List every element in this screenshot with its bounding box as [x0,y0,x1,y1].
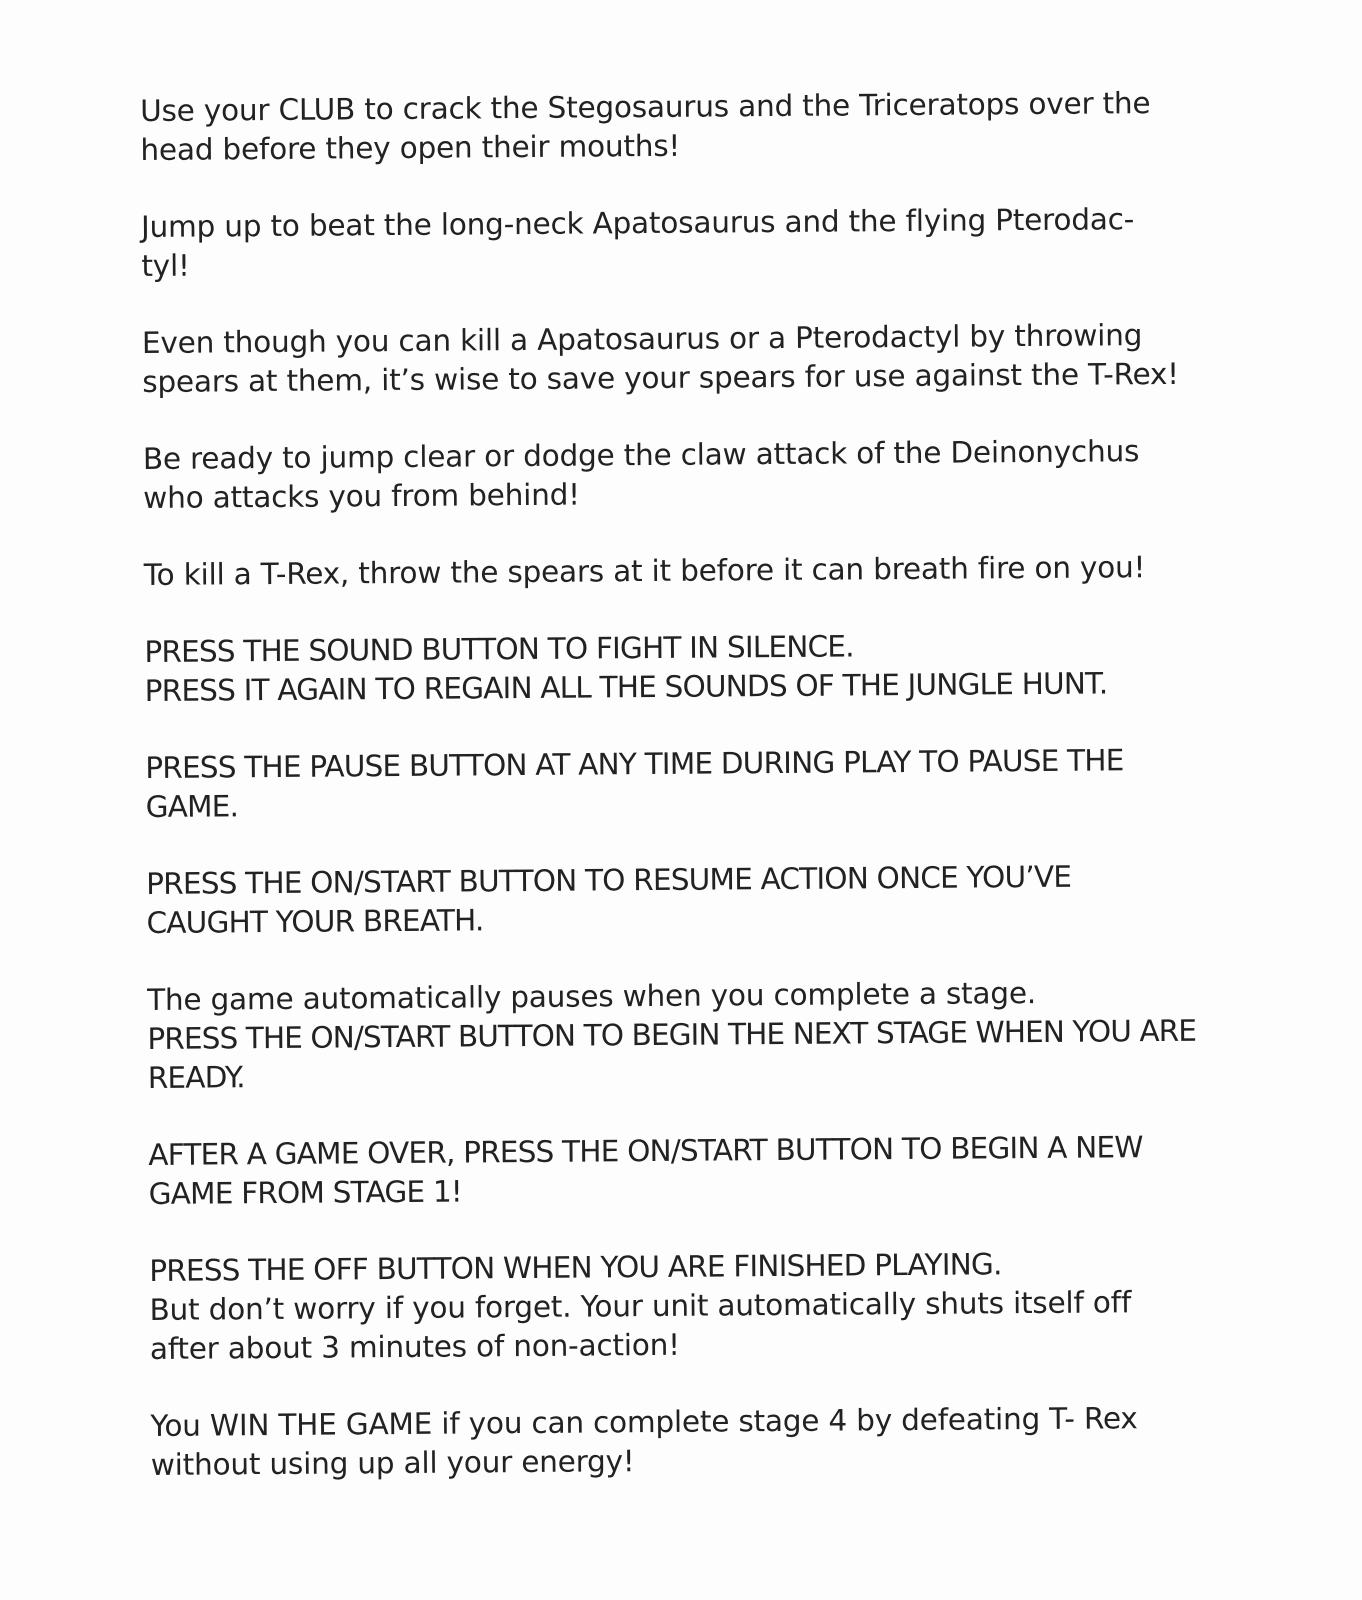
instructions-text [140,83,1261,1523]
text-line: PRESS THE ON/START BUTTON TO RESUME ACTION ONCE YOU’VE [146,859,1072,901]
text-line: Even though you can kill a Apatosaurus or a Pterodactyl by throwing [141,318,1143,360]
text-line: PRESS THE ON/START BUTTON TO BEGIN THE NEXT STAGE WHEN YOU ARE [147,1013,1197,1056]
text-line: Jump up to beat the long-neck Apatosaurus and the flying Pterodac- [140,202,1135,244]
text-line: PRESS THE OFF BUTTON WHEN YOU ARE FINISHED PLAYING. [149,1247,1002,1288]
paragraph-win [150,1398,1261,1485]
text-line: without using up all your energy! [150,1444,635,1482]
paragraph-club [140,83,1251,170]
text-line: head before they open their mouths! [140,128,681,167]
text-line: AFTER A GAME OVER, PRESS THE ON/START BUTTON TO BEGIN A NEW [148,1130,1143,1172]
text-line: spears at them, it’s wise to save your spears for use against the T-Rex! [142,356,1180,399]
text-line: PRESS THE PAUSE BUTTON AT ANY TIME DURING PLAY TO PAUSE THE [145,743,1124,785]
text-line: CAUGHT YOUR BREATH. [146,903,484,940]
paragraph-trex [144,547,1254,595]
paragraph-off-button [149,1243,1260,1369]
text-line: To kill a T-Rex, throw the spears at it before it can breath fire on you! [143,550,1146,592]
paragraph-jump [141,199,1252,286]
text-line: GAME. [145,789,239,824]
text-line: The game automatically pauses when you complete a stage. [146,975,1037,1017]
paragraph-deinonychus [143,431,1254,518]
text-line: GAME FROM STAGE 1! [148,1174,462,1211]
paragraph-game-over [148,1127,1259,1214]
paragraph-spears [142,315,1253,402]
text-line: after about 3 minutes of non-action! [149,1327,680,1366]
paragraph-pause-button [145,740,1256,827]
paragraph-sound-button [144,624,1255,711]
text-line: READY. [147,1060,245,1095]
text-line: tyl! [141,248,190,283]
text-line: You WIN THE GAME if you can complete stage 4 by defeating T- Rex [150,1401,1138,1443]
text-line: Be ready to jump clear or dodge the claw attack of the Deinonychus [142,434,1140,476]
paragraph-resume [146,856,1257,943]
paragraph-stage-complete [147,972,1258,1098]
text-line: PRESS IT AGAIN TO REGAIN ALL THE SOUNDS OF THE JUNGLE HUNT. [144,666,1108,708]
text-line: Use your CLUB to crack the Stegosaurus and the Triceratops over the [140,86,1151,128]
text-line: But don’t worry if you forget. Your unit automatically shuts itself off [149,1285,1132,1327]
text-line: who attacks you from behind! [143,477,580,515]
text-line: PRESS THE SOUND BUTTON TO FIGHT IN SILENCE. [144,629,854,669]
